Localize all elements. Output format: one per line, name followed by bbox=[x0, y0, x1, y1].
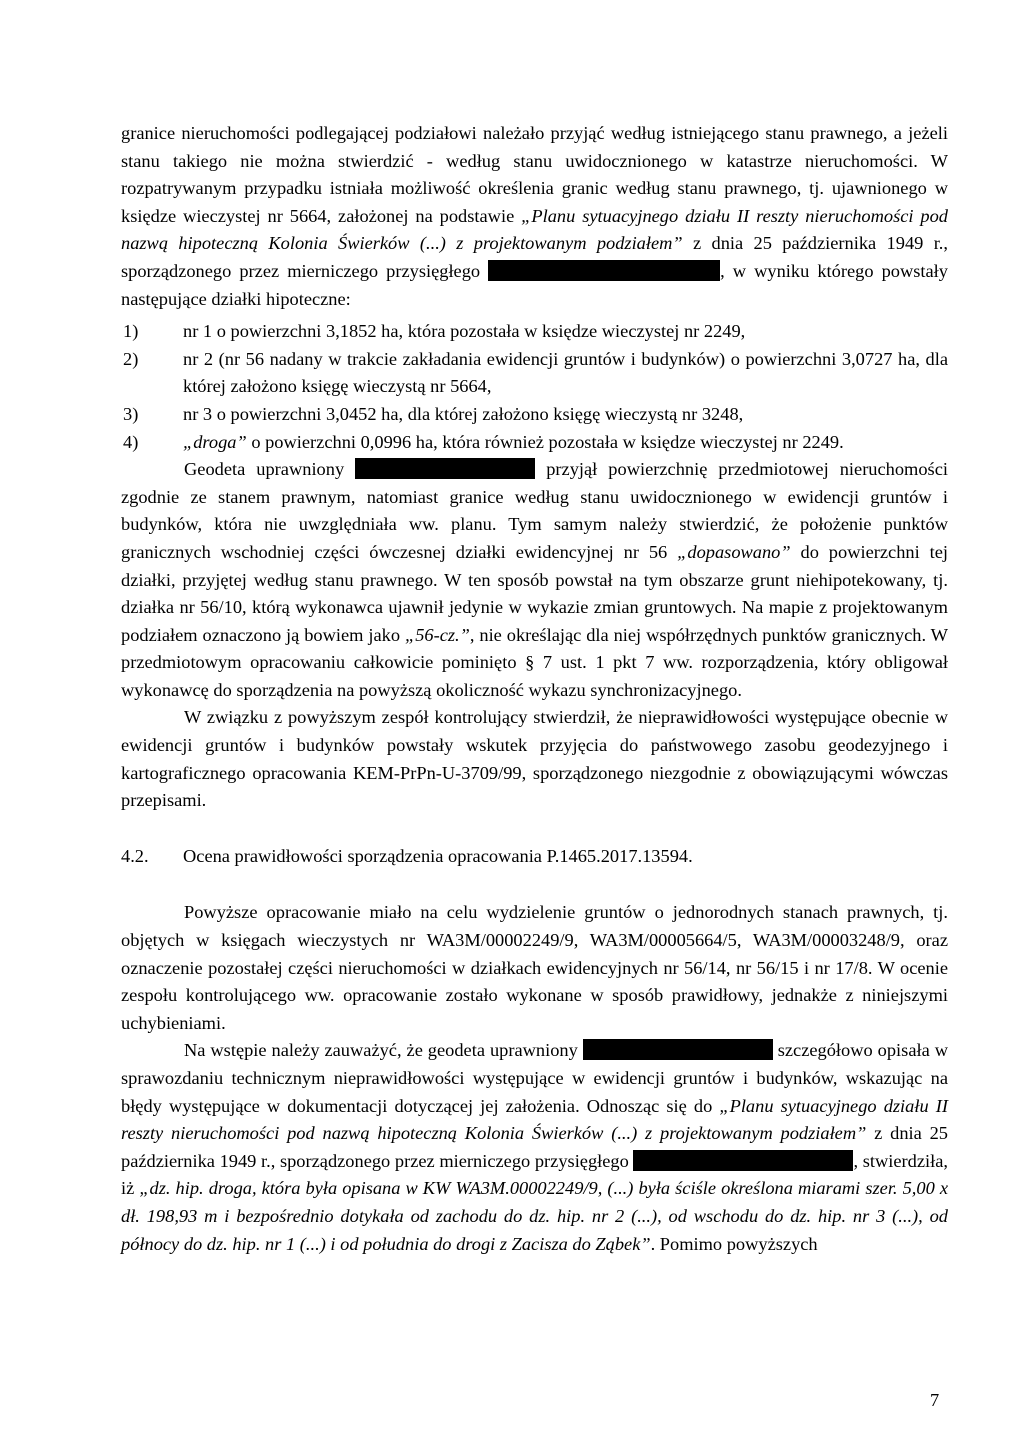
quoted-title: „Planu sytuacyjnego działu II reszty nieruchomości pod nazwą hipoteczną Kolonia Świerków (...) z projektowanym podziałem” bbox=[121, 205, 948, 254]
text: o powierzchni 0,0996 ha, która również pozostała w księdze wieczystej nr 2249. bbox=[246, 431, 844, 452]
text: granice nieruchomości podlegającej podziałowi należało przyjąć według istniejącego stanu prawnego, a jeżeli stanu takiego nie można stwierdzić - według stanu uwidocznionego w katastrze nieruchomości. W rozpatrywanym przypadku istniała możliwość określenia granic według stanu prawnego, tj. ujawnionego w księdze wieczystej nr 5664, założonej na podstawie bbox=[121, 123, 948, 226]
list-item bbox=[121, 429, 948, 457]
quoted-term: „droga” bbox=[183, 431, 247, 452]
text: . Pomimo powyższych bbox=[650, 1233, 818, 1254]
text: z dnia 25 października 1949 r., sporządzonego przez mierniczego przysięgłego bbox=[121, 233, 948, 281]
section-title: Ocena prawidłowości sporządzenia opracowania P.1465.2017.13594. bbox=[183, 845, 693, 866]
list-text: nr 1 o powierzchni 3,1852 ha, która pozostała w księdze wieczystej nr 2249, bbox=[183, 321, 746, 342]
redaction-box bbox=[583, 1039, 773, 1060]
list-text: nr 3 o powierzchni 3,0452 ha, dla której założono księgę wieczystą nr 3248, bbox=[183, 403, 744, 424]
quoted-title: „Planu sytuacyjnego działu II reszty nieruchomości pod nazwą hipoteczną Kolonia Świerków (...) z projektowanym podziałem” bbox=[121, 1095, 948, 1144]
section-heading bbox=[121, 843, 948, 871]
paragraph-3: W związku z powyższym zespół kontrolujący stwierdził, że nieprawidłowości występujące obecnie w ewidencji gruntów i budynków powstały wskutek przyjęcia do państwowego zasobu geodezyjnego i kartograficznego opracowania KEM-PrPn-U-3709/99, sporządzonego niezgodnie z obowiązującymi wówczas przepisami. bbox=[121, 707, 948, 811]
paragraph-1 bbox=[121, 120, 948, 313]
quotation: „dz. hip. droga, która była opisana w KW WA3M.00002249/9, (...) była ściśle określona miarami szer. 5,00 x dł. 198,93 m i bezpośrednio dotykała od zachodu do dz. hip. nr 2 (...), od wschodu do dz. hip. nr 3 (...), od północy do dz. hip. nr 1 (...) i od południa do drogi z Zacisza do Ząbek” bbox=[121, 1178, 948, 1254]
page-number: 7 bbox=[930, 1390, 940, 1410]
text: , w wyniku którego powstały następujące działki hipoteczne: bbox=[121, 260, 948, 309]
text: do powierzchni tej działki, przyjętej według stanu prawnego. W ten sposób powstał na tym obszarze grunt niehipotekowany, tj. działka nr 56/10, którą wykonawca ujawnił jedynie w wykazie zmian gruntowych. Na mapie z projektowanym podziałem oznaczono ją bowiem jako bbox=[121, 541, 948, 645]
paragraph-4: Powyższe opracowanie miało na celu wydzielenie gruntów o jednorodnych stanach prawnych, tj. objętych w księgach wieczystych nr WA3M/00002249/9, WA3M/00005664/5, WA3M/00003248/9, oraz oznaczenie pozostałej części nieruchomości w działkach ewidencyjnych nr 56/14, nr 56/15 i nr 17/8. W ocenie zespołu kontrolującego ww. opracowanie zostało wykonane w sposób prawidłowy, jednakże z niniejszymi uchybieniami. bbox=[121, 902, 948, 1033]
text: , stwierdziła, iż bbox=[121, 1150, 948, 1199]
redaction-box bbox=[355, 458, 535, 479]
list-text: nr 2 (nr 56 nadany w trakcie zakładania ewidencji gruntów i budynków) o powierzchni 3,0727 ha, dla której założono księgę wieczystą nr 5664, bbox=[183, 348, 948, 397]
list-text bbox=[183, 429, 948, 457]
text: Geodeta uprawniony bbox=[184, 459, 356, 480]
text: z dnia 25 października 1949 r., sporządzonego przez mierniczego przysięgłego bbox=[121, 1123, 948, 1171]
list-item bbox=[121, 318, 948, 346]
list-item bbox=[121, 401, 948, 429]
list-number: 1) bbox=[123, 321, 139, 342]
section-number: 4.2. bbox=[121, 845, 149, 866]
text: Na wstępie należy zauważyć, że geodeta uprawniony bbox=[184, 1040, 583, 1061]
redaction-box bbox=[488, 260, 720, 281]
paragraph-5 bbox=[121, 1037, 948, 1258]
text: , nie określając dla niej współrzędnych punktów granicznych. W przedmiotowym opracowaniu całkowicie pominięto § 7 ust. 1 pkt 7 ww. rozporządzenia, który obligował wykonawcę do sporządzenia na powyższą okoliczność wykazu synchronizacyjnego. bbox=[121, 624, 948, 700]
quoted-term: „56-cz.” bbox=[404, 624, 470, 645]
plot-list bbox=[121, 318, 948, 456]
list-number: 2) bbox=[123, 348, 139, 369]
list-item bbox=[121, 346, 948, 401]
paragraph-2 bbox=[121, 456, 948, 704]
text: przyjął powierzchnię przedmiotowej nieruchomości zgodnie ze stanem prawnym, natomiast granice według stanu uwidocznionego w ewidencji gruntów i budynków, która nie uwzględniała ww. planu. Tym samym należy stwierdzić, że położenie punktów granicznych wschodniej części ówczesnej działki ewidencyjnej nr 56 bbox=[121, 459, 948, 562]
document-page bbox=[121, 120, 948, 1258]
list-number: 4) bbox=[123, 431, 139, 452]
text: szczegółowo opisała w sprawozdaniu technicznym nieprawidłowości występujące w ewidencji gruntów i budynków, wskazując na błędy występujące w dokumentacji dotyczącej jej założenia. Odnosząc się do bbox=[121, 1040, 948, 1116]
quoted-term: „dopasowano” bbox=[677, 541, 791, 562]
list-number: 3) bbox=[123, 403, 139, 424]
redaction-box bbox=[633, 1150, 853, 1171]
